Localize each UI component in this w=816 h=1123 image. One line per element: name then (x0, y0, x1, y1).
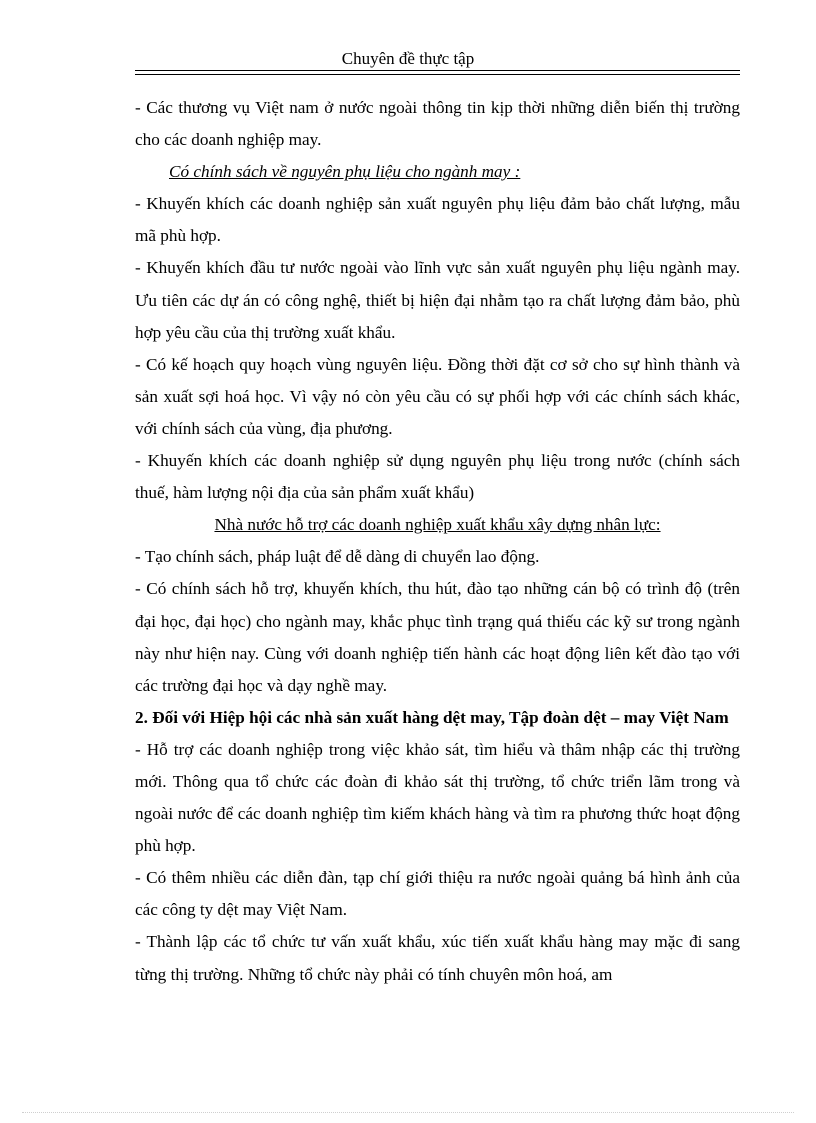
header-rule-top (135, 70, 740, 71)
page-bottom-divider (22, 1112, 794, 1113)
subheading-raw-materials-text: Có chính sách về nguyên phụ liệu cho ngành may : (169, 162, 521, 182)
paragraph-training-policy: - Có chính sách hỗ trợ, khuyến khích, thu hút, đào tạo những cán bộ có trình độ (trên đại học, đại học) cho ngành may, khắc phục tình trạng quá thiếu các kỹ sư trong ngành này như hiện nay. Cùng với doanh nghiệp tiến hành các hoạt động liên kết đào tạo với các trường đại học và dạy nghề may. (135, 579, 740, 695)
page-header: Chuyên đề thực tập (341, 49, 475, 68)
paragraph-foreign-investment: - Khuyến khích đầu tư nước ngoài vào lĩnh vực sản xuất nguyên phụ liệu ngành may. Ưu tiên các dự án có công nghệ, thiết bị hiện đại nhằm tạo ra chất lượng đảm bảo, phù hợp yêu cầu của thị trường xuất khẩu. (135, 258, 740, 342)
document-body (135, 92, 740, 991)
paragraph-material-zones: - Có kế hoạch quy hoạch vùng nguyên liệu. Đồng thời đặt cơ sở cho sự hình thành và sản xuất sợi hoá học. Vì vậy nó còn yêu cầu có sự phối hợp với các chính sách khác, với chính sách của vùng, địa phương. (135, 354, 740, 438)
paragraph-labor-policy: - Tạo chính sách, pháp luật để dễ dàng di chuyển lao động. (135, 547, 540, 567)
section-heading-2: 2. Đối với Hiệp hội các nhà sản xuất hàng dệt may, Tập đoàn dệt – may Việt Nam (135, 707, 729, 727)
paragraph-encourage-producers: - Khuyến khích các doanh nghiệp sản xuất nguyên phụ liệu đảm bảo chất lượng, mẫu mã phù hợp. (135, 194, 740, 246)
paragraph-trade-offices: - Các thương vụ Việt nam ở nước ngoài thông tin kịp thời những diễn biến thị trường cho các doanh nghiệp may. (135, 98, 740, 150)
paragraph-market-support: - Hỗ trợ các doanh nghiệp trong việc khảo sát, tìm hiểu và thâm nhập các thị trường mới. Thông qua tổ chức các đoàn đi khảo sát thị trường, tổ chức triển lãm trong và ngoài nước để các doanh nghiệp tìm kiếm khách hàng và tìm ra phương thức hoạt động phù hợp. (135, 739, 740, 856)
subheading-human-resources-text: Nhà nước hỗ trợ các doanh nghiệp xuất khẩu xây dựng nhân lực: (214, 515, 661, 535)
paragraph-forums: - Có thêm nhiều các diễn đàn, tạp chí giới thiệu ra nước ngoài quảng bá hình ảnh của các công ty dệt may Việt Nam. (135, 868, 740, 920)
paragraph-domestic-materials: - Khuyến khích các doanh nghiệp sử dụng nguyên phụ liệu trong nước (chính sách thuế, hàm lượng nội địa của sản phẩm xuất khẩu) (135, 451, 740, 503)
subheading-raw-materials-policy (135, 156, 740, 188)
paragraph-consulting-orgs: - Thành lập các tổ chức tư vấn xuất khẩu, xúc tiến xuất khẩu hàng may mặc đi sang từng thị trường. Những tổ chức này phải có tính chuyên môn hoá, am (135, 932, 740, 984)
header-rule-bottom (135, 74, 740, 75)
subheading-human-resources (135, 509, 740, 541)
